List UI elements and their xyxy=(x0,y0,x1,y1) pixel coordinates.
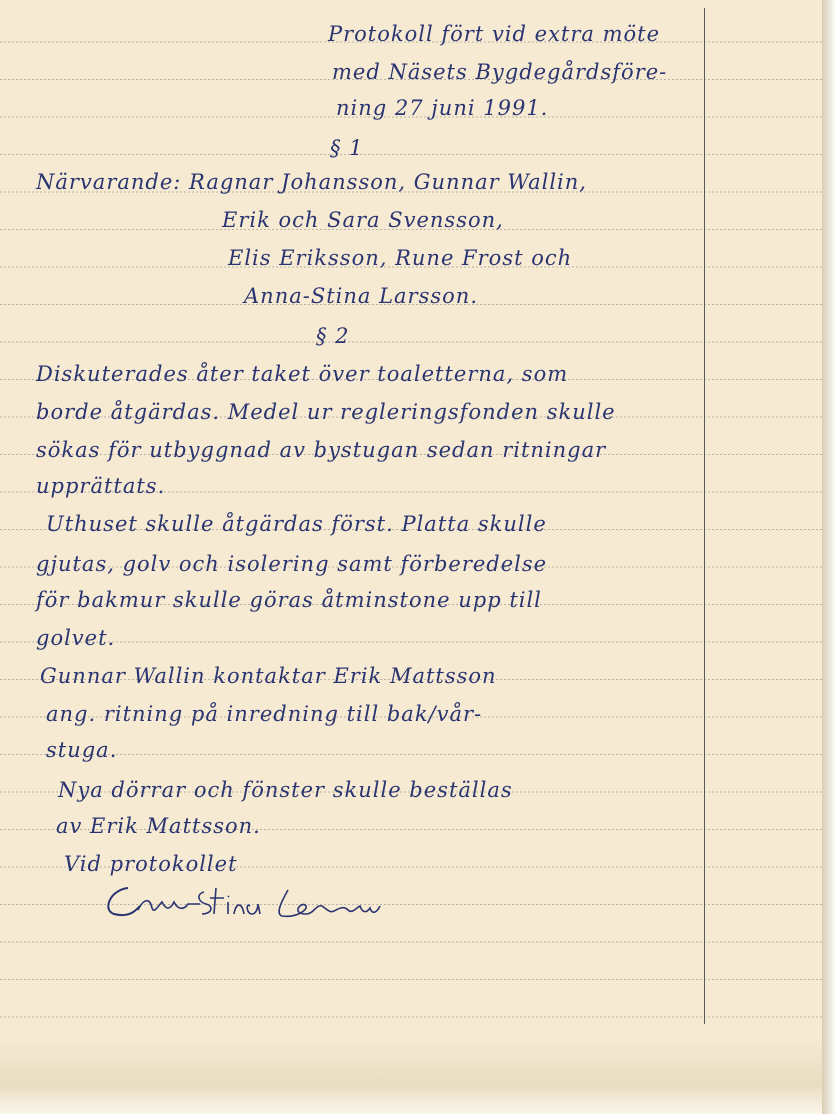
page-bottom-shading xyxy=(0,1040,822,1114)
title-line-2: med Näsets Bygdegårdsföre- xyxy=(332,60,668,84)
margin-line xyxy=(704,8,705,1024)
attendees-line-3: Elis Eriksson, Rune Frost och xyxy=(228,246,573,270)
title-line-1: Protokoll fört vid extra möte xyxy=(328,22,661,46)
body-line-9: Gunnar Wallin kontaktar Erik Mattsson xyxy=(40,664,497,688)
attendees-line-1: Närvarande: Ragnar Johansson, Gunnar Wallin, xyxy=(36,170,587,194)
body-line-13: av Erik Mattsson. xyxy=(56,814,261,838)
body-line-5: Uthuset skulle åtgärdas först. Platta skulle xyxy=(46,512,547,536)
body-line-3: sökas för utbyggnad av bystugan sedan ritningar xyxy=(36,438,607,462)
body-line-1: Diskuterades åter taket över toaletterna, som xyxy=(36,362,569,386)
closing-line: Vid protokollet xyxy=(64,852,238,876)
signature xyxy=(100,880,400,940)
body-line-7: för bakmur skulle göras åtminstone upp till xyxy=(36,588,542,612)
body-line-6: gjutas, golv och isolering samt förberedelse xyxy=(36,552,548,576)
body-line-4: upprättats. xyxy=(36,474,166,498)
body-line-11: stuga. xyxy=(46,738,118,762)
body-line-8: golvet. xyxy=(36,626,116,650)
section-2-heading: § 2 xyxy=(316,324,350,348)
body-line-10: ang. ritning på inredning till bak/vår- xyxy=(46,702,483,726)
section-1-heading: § 1 xyxy=(330,136,364,160)
attendees-line-4: Anna-Stina Larsson. xyxy=(244,284,478,308)
attendees-line-2: Erik och Sara Svensson, xyxy=(222,208,504,232)
page-edge xyxy=(822,0,836,1114)
body-line-12: Nya dörrar och fönster skulle beställas xyxy=(58,778,513,802)
title-line-3: ning 27 juni 1991. xyxy=(336,96,549,120)
body-line-2: borde åtgärdas. Medel ur regleringsfonden skulle xyxy=(36,400,616,424)
